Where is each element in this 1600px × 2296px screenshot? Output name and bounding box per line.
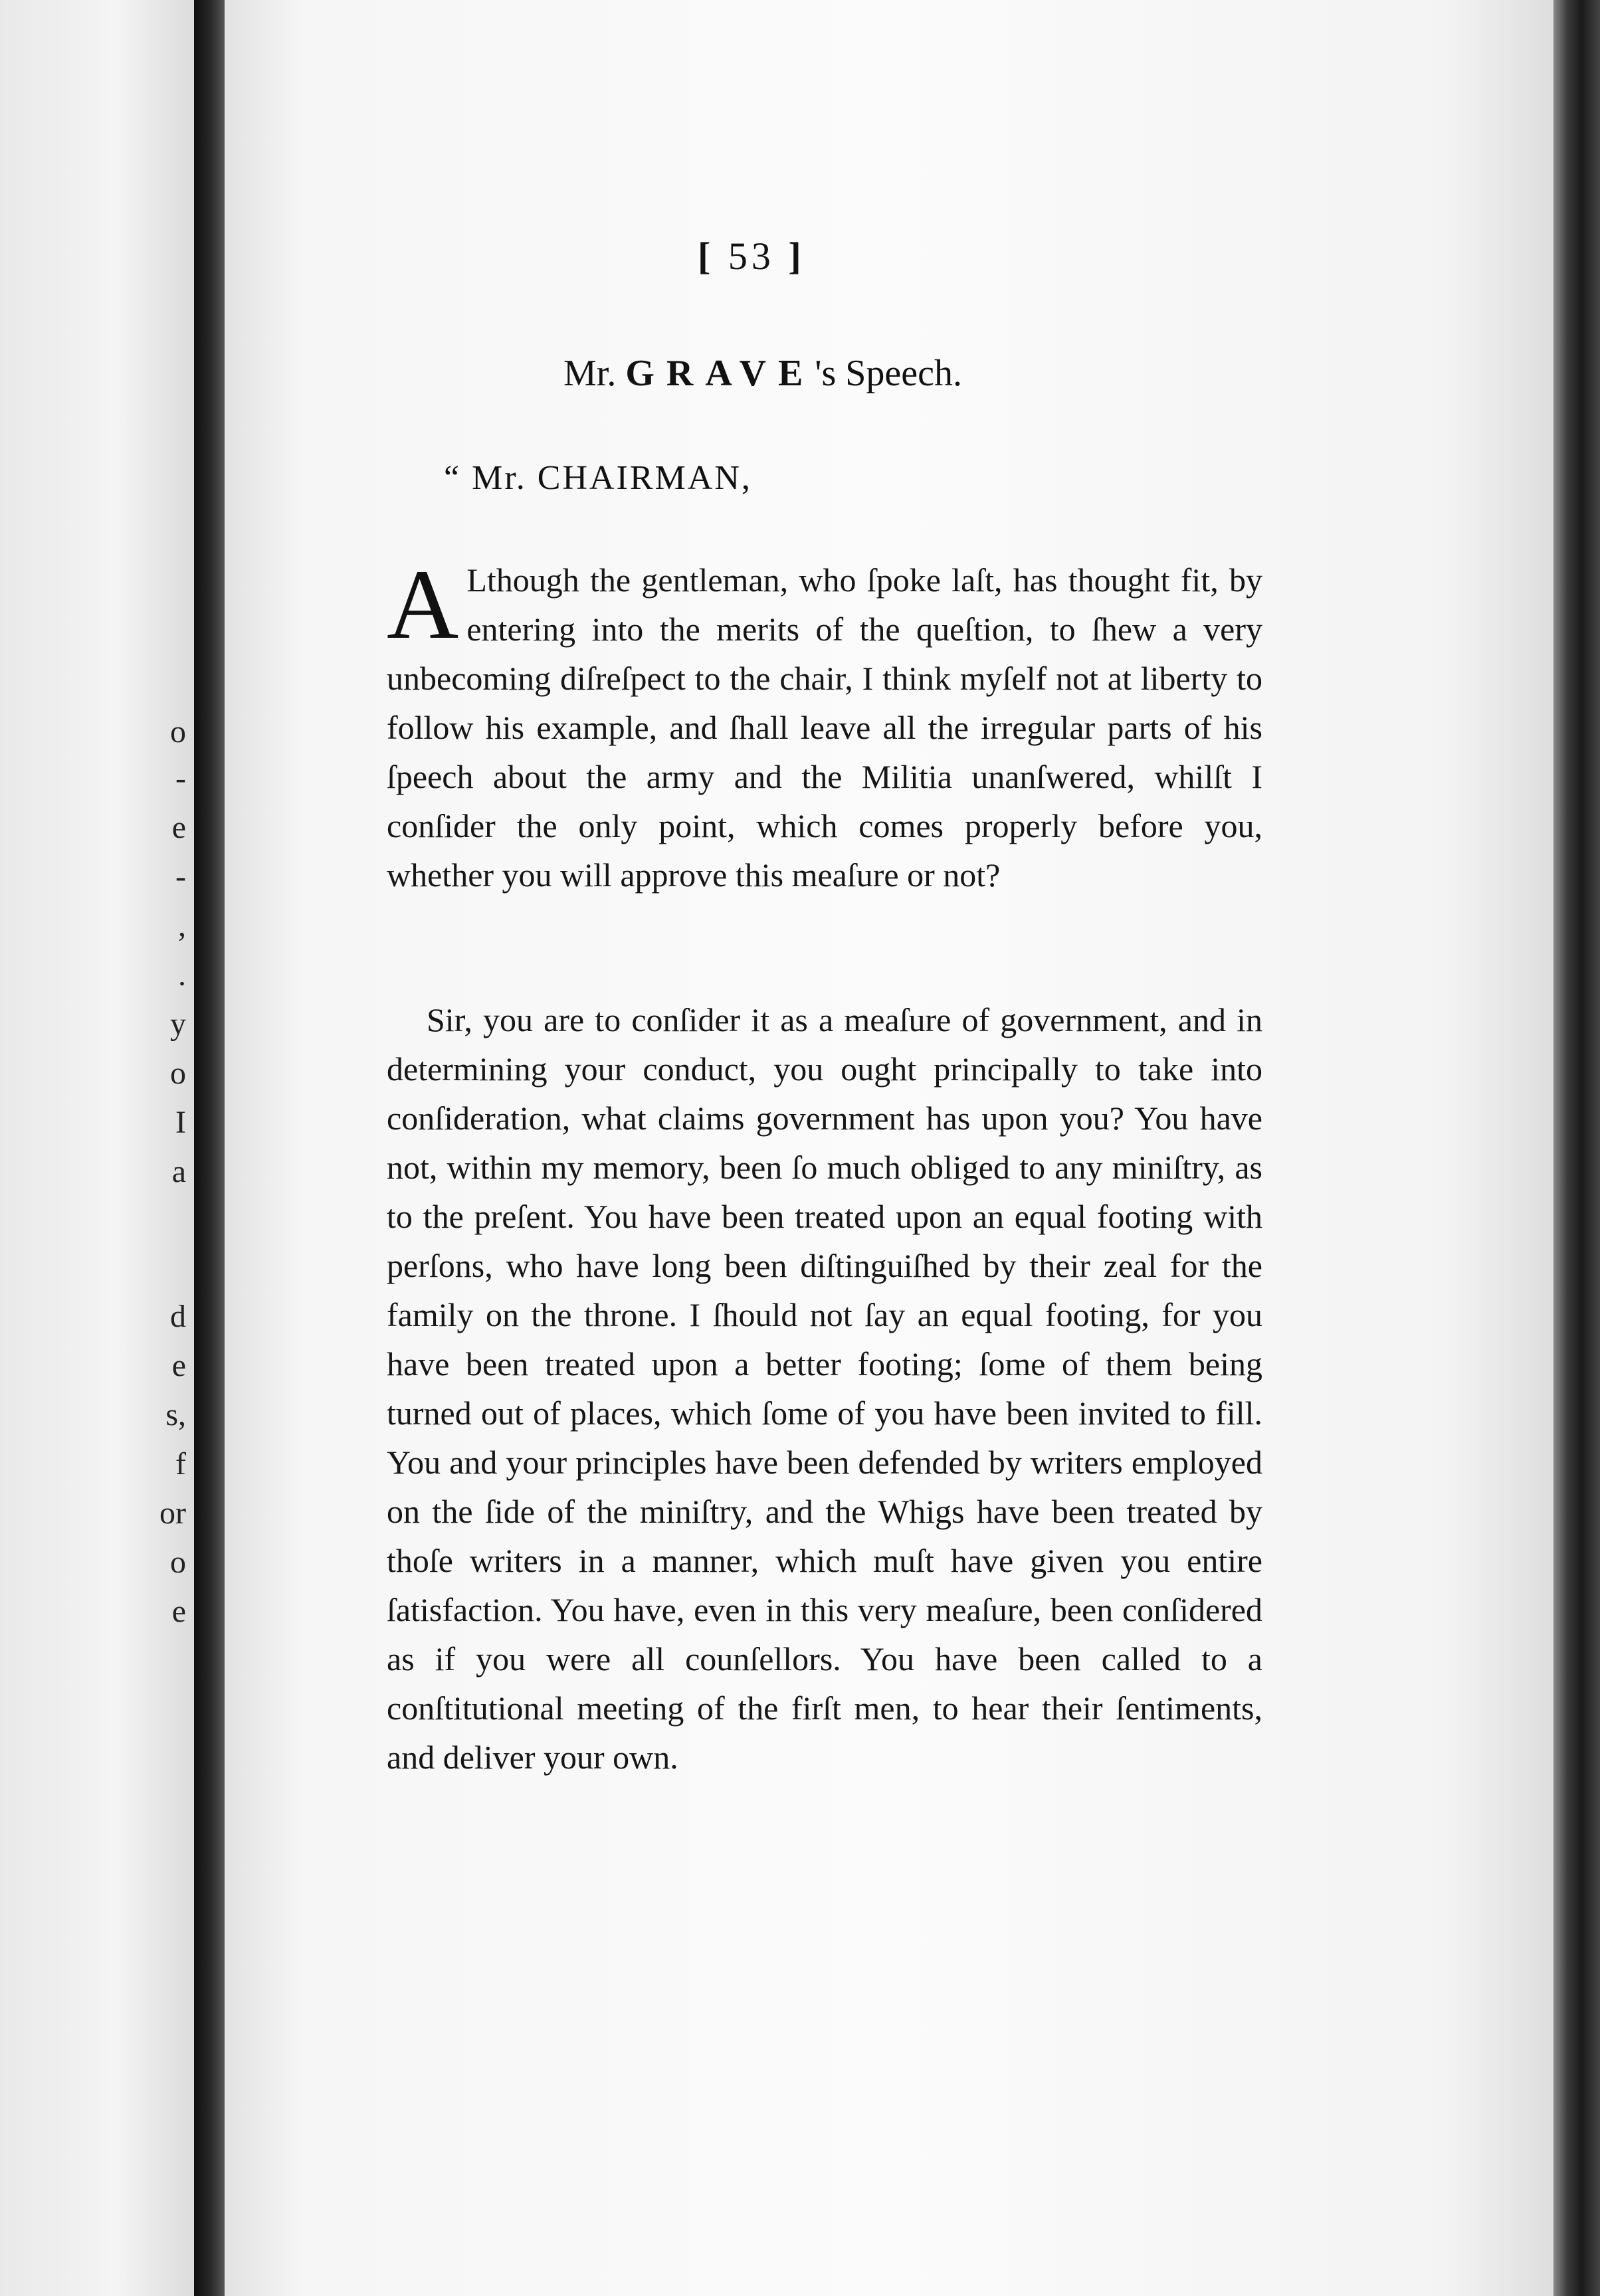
margin-fragment: -: [175, 761, 186, 796]
margin-fragment: d: [170, 1299, 186, 1334]
speech-title-prefix: Mr.: [563, 353, 617, 394]
margin-fragment: .: [178, 957, 186, 993]
margin-fragment: -: [175, 859, 186, 894]
margin-fragment: e: [171, 1594, 186, 1629]
paragraph-1: [387, 549, 1262, 900]
margin-fragment: o: [170, 1056, 186, 1091]
margin-fragment: o: [170, 714, 186, 749]
margin-fragment: I: [175, 1105, 186, 1140]
margin-fragment: o: [170, 1545, 186, 1580]
speech-title: [563, 352, 962, 395]
margin-fragment: or: [159, 1495, 186, 1531]
book-gutter: [194, 0, 225, 2296]
page-edge: [1553, 0, 1600, 2296]
speech-title-suffix: 's Speech.: [815, 353, 962, 394]
paragraph-2: Sir, you are to conſider it as a meaſure of government, and in determining your conduct, you ought principally to take into conſideration, what claims government has upon you? You have not, within my memory, been ſo much obliged to any miniſtry, as to the preſent. You have been treated upon an equal footing with perſons, who have long been diſtinguiſhed by their zeal for the family on the throne. I ſhould not ſay an equal footing, for you have been treated upon a better footing; ſome of them being turned out of places, which ſome of you have been invited to fill. You and your principles have been defended by writers employed on the ſide of the miniſtry, and the Whigs have been treated by thoſe writers in a manner, which muſt have given you entire ſatisfaction. You have, even in this very meaſure, been conſidered as if you were all counſellors. You have been called to a conſtitutional meeting of the firſt men, to hear their ſentiments, and deliver your own.: [387, 1001, 1262, 1776]
margin-fragment: ,: [178, 908, 186, 943]
page-number-close-bracket: ]: [788, 235, 805, 278]
page-number-value: 53: [728, 235, 775, 278]
margin-fragment: y: [170, 1006, 186, 1042]
margin-fragment: f: [175, 1446, 186, 1482]
page-number-open-bracket: [: [698, 235, 715, 278]
margin-fragment: e: [171, 810, 186, 845]
margin-fragment: a: [171, 1154, 186, 1189]
salutation: “ Mr. CHAIRMAN,: [444, 459, 752, 497]
paragraph-1-text: Lthough the gentleman, who ſpoke laſt, has thought fit, by entering into the merits of the queſtion, to ſhew a very unbecoming diſreſpect to the chair, I think myſelf not at liberty to follow his example, and ſhall leave all the irregular parts of his ſpeech about the army and the Militia unanſwered, whilſt I conſider the only point, which comes properly before you, whether you will approve this meaſure or not?: [387, 561, 1262, 894]
drop-cap: A: [387, 549, 459, 660]
page-number: [698, 234, 805, 278]
margin-fragment: s,: [165, 1397, 186, 1432]
facing-page-fragment: [0, 0, 194, 2296]
margin-fragment: e: [171, 1348, 186, 1383]
speech-title-name: GRAVE: [625, 353, 815, 394]
